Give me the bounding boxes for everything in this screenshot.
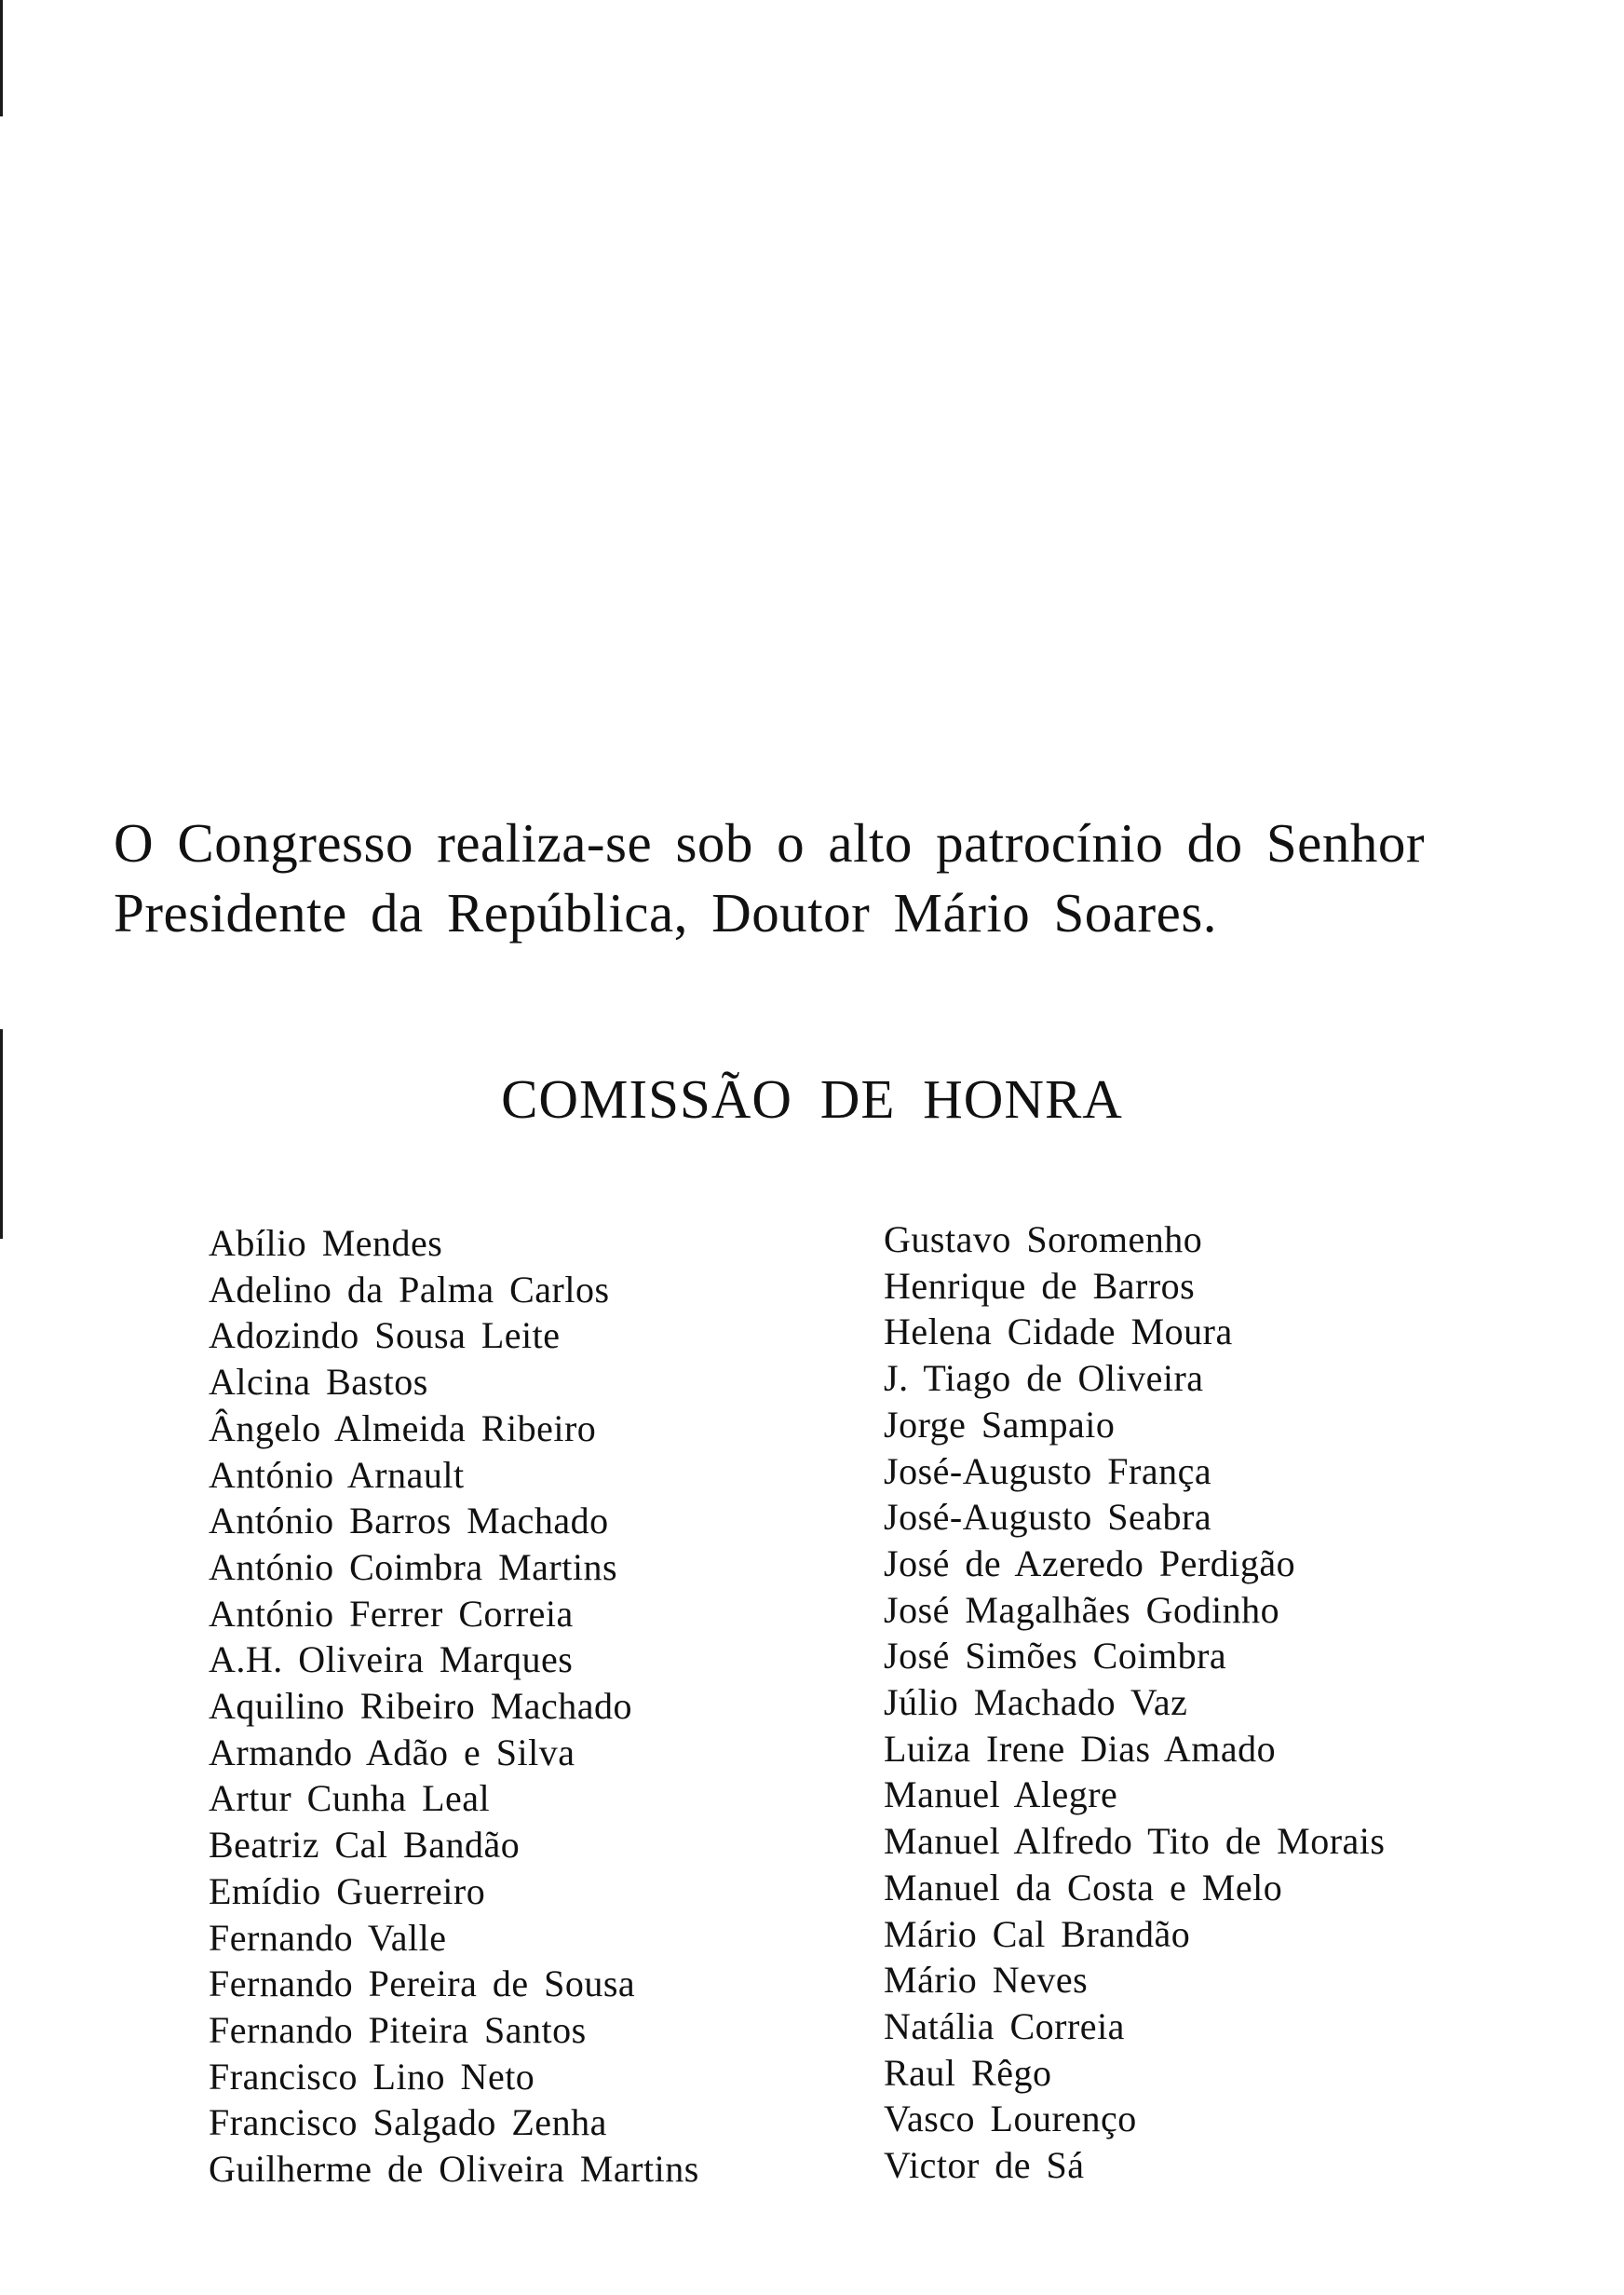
name-item: Fernando Piteira Santos: [209, 2008, 587, 2051]
name-item: Victor de Sá: [884, 2144, 1085, 2187]
name-item: Aquilino Ribeiro Machado: [209, 1685, 633, 1728]
name-item: António Arnault: [209, 1453, 465, 1496]
name-item: António Barros Machado: [209, 1500, 609, 1542]
name-item: Raul Rêgo: [884, 2051, 1052, 2094]
name-item: Jorge Sampaio: [884, 1403, 1116, 1446]
name-item: Henrique de Barros: [884, 1264, 1196, 1307]
name-item: Francisco Salgado Zenha: [209, 2101, 607, 2144]
name-item: António Ferrer Correia: [209, 1592, 574, 1635]
names-list-left: [209, 1220, 699, 2193]
name-item: Fernando Valle: [209, 1916, 447, 1959]
name-item: Mário Cal Brandão: [884, 1912, 1191, 1955]
names-list-right: [884, 1216, 1385, 2189]
name-item: José Simões Coimbra: [884, 1635, 1227, 1677]
name-item: Vasco Lourenço: [884, 2098, 1137, 2140]
name-item: José-Augusto França: [884, 1449, 1212, 1492]
name-item: A.H. Oliveira Marques: [209, 1638, 574, 1681]
name-item: Alcina Bastos: [209, 1361, 428, 1404]
name-item: Abílio Mendes: [209, 1222, 443, 1264]
name-item: Adozindo Sousa Leite: [209, 1314, 561, 1357]
name-item: Luiza Irene Dias Amado: [884, 1727, 1277, 1770]
name-item: António Coimbra Martins: [209, 1545, 618, 1588]
name-item: Francisco Lino Neto: [209, 2055, 535, 2098]
name-item: Manuel da Costa e Melo: [884, 1866, 1283, 1908]
scan-edge-mark: [0, 0, 3, 116]
name-item: Gustavo Soromenho: [884, 1218, 1203, 1260]
name-item: Helena Cidade Moura: [884, 1310, 1233, 1353]
name-item: José de Azeredo Perdigão: [884, 1541, 1296, 1584]
intro-line-2: Presidente da República, Doutor Mário Soares.: [114, 882, 1218, 944]
name-item: Ângelo Almeida Ribeiro: [209, 1406, 597, 1449]
name-item: Adelino da Palma Carlos: [209, 1268, 610, 1310]
name-item: Emídio Guerreiro: [209, 1869, 486, 1912]
name-item: Natália Correia: [884, 2004, 1125, 2047]
name-item: Armando Adão e Silva: [209, 1731, 575, 1773]
name-item: Júlio Machado Vaz: [884, 1681, 1188, 1724]
name-item: Mário Neves: [884, 1959, 1089, 2002]
name-item: Fernando Pereira de Sousa: [209, 1962, 636, 2005]
name-item: Manuel Alfredo Tito de Morais: [884, 1820, 1386, 1863]
name-item: José Magalhães Godinho: [884, 1588, 1280, 1631]
name-item: Beatriz Cal Bandão: [209, 1824, 521, 1867]
section-heading: COMISSÃO DE HONRA: [501, 1068, 1123, 1130]
name-item: Guilherme de Oliveira Martins: [209, 2148, 699, 2191]
intro-paragraph: [114, 808, 1566, 948]
name-item: Manuel Alegre: [884, 1773, 1118, 1816]
name-item: Artur Cunha Leal: [209, 1777, 491, 1820]
name-item: José-Augusto Seabra: [884, 1496, 1212, 1539]
name-item: J. Tiago de Oliveira: [884, 1357, 1204, 1400]
intro-line-1: O Congresso realiza-se sob o alto patrocínio do Senhor: [114, 812, 1425, 874]
